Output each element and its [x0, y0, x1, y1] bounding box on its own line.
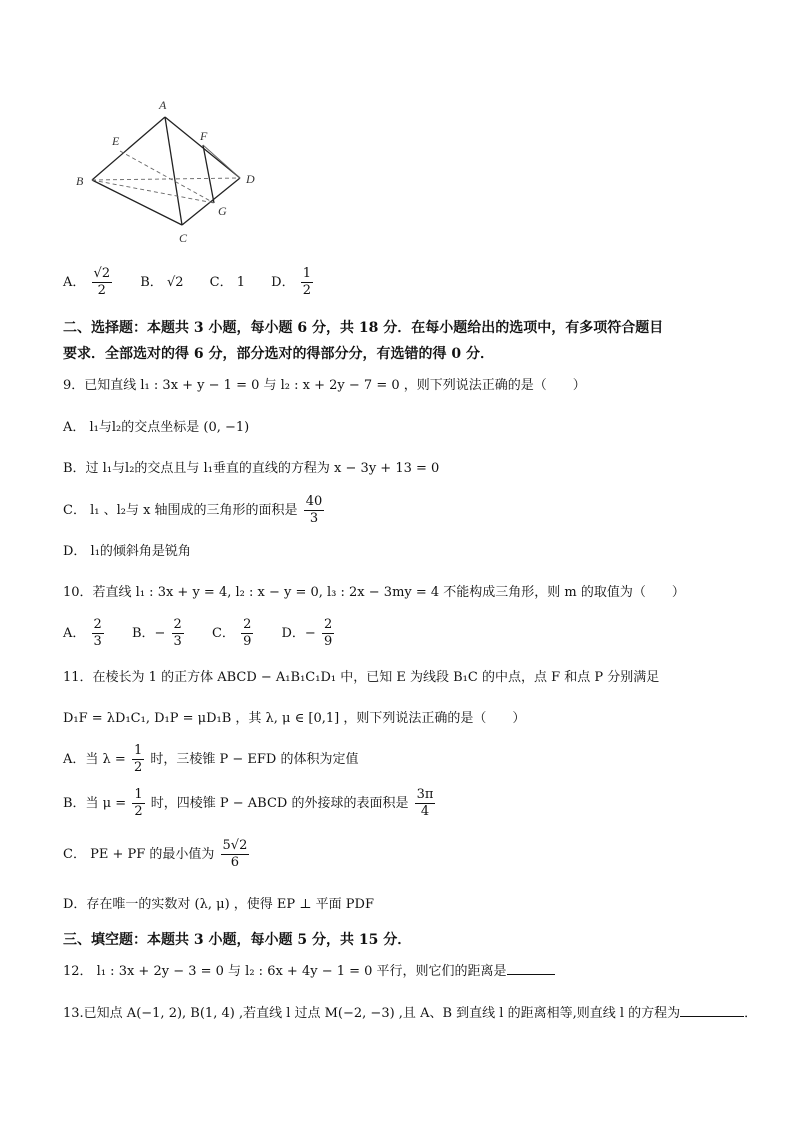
q8-options: [63, 266, 337, 299]
q11-option-c: C． PE + PF 的最小值为 $\frac{5√2}{6}$: [63, 838, 248, 870]
q11-option-a: A．当 λ = $\frac{1}{2}$ 时，三棱锥 P − EFD 的体积为定值: [63, 743, 359, 775]
q12-answer-blank[interactable]: [507, 962, 555, 975]
q10-stem: 10．若直线 l₁ : 3x + y = 4, l₂ : x − y = 0, l₃ : 2x − 3my = 4 不能构成三角形，则 m 的取值为（ ）: [63, 585, 685, 600]
q8-option-c-value: 1: [236, 275, 246, 290]
q9-option-b: B．过 l₁与l₂的交点且与 l₁垂直的直线的方程为 x − 3y + 13 = 0: [63, 461, 440, 476]
q9-stem: 9．已知直线 l₁ : 3x + y − 1 = 0 与 l₂ : x + 2y − 7 = 0 ，则下列说法正确的是（ ）: [63, 378, 586, 393]
q9-option-d: D． l₁的倾斜角是锐角: [63, 544, 191, 559]
q13-answer-blank[interactable]: [680, 1004, 744, 1017]
q9-option-a: A． l₁与l₂的交点坐标是 (0, −1): [63, 420, 250, 435]
q10-option-a-fraction: $\frac{2}{3}$: [93, 617, 102, 649]
q13-stem: 13.已知点 A(−1, 2), B(1, 4) ,若直线 l 过点 M(−2, −3) ,且 A、B 到直线 l 的距离相等,则直线 l 的方程为 ．: [63, 1006, 758, 1021]
q11-option-c-fraction: $\frac{5√2}{6}$: [222, 838, 248, 870]
section2-header-line1: 二、选择题：本题共 3 小题，每小题 6 分，共 18 分．在每小题给出的选项中，有多项符合题目: [63, 320, 664, 336]
q10-option-b-fraction: $\frac{2}{3}$: [173, 617, 182, 649]
label-a: A: [159, 98, 167, 112]
q8-option-c-label: C．: [209, 275, 233, 290]
q8-option-a-fraction: $\frac{√2}{2}$: [93, 266, 111, 298]
label-e: E: [112, 134, 120, 148]
q10-option-d-fraction: $\frac{2}{9}$: [323, 617, 333, 649]
q9-option-c-fraction: $\frac{40}{3}$: [305, 494, 323, 526]
q11-option-b-fraction: $\frac{1}{2}$: [134, 787, 143, 819]
q11-stem-line1: 11．在棱长为 1 的正方体 ABCD − A₁B₁C₁D₁ 中，已知 E 为线段 B₁C 的中点，点 F 和点 P 分别满足: [63, 670, 660, 685]
label-f: F: [200, 129, 208, 143]
label-c: C: [179, 231, 188, 245]
label-g: G: [218, 204, 227, 218]
q12-stem: 12． l₁ : 3x + 2y − 3 = 0 与 l₂ : 6x + 4y − 1 = 0 平行，则它们的距离是: [63, 962, 555, 982]
q11-option-b-fraction2: $\frac{3\pi}{4}$: [416, 787, 434, 819]
q11-option-a-fraction: $\frac{1}{2}$: [133, 743, 143, 775]
q11-stem-line2: D₁F = λD₁C₁, D₁P = μD₁B ，其 λ, μ ∈ [0,1] ，则下列说法正确的是（ ）: [63, 711, 526, 726]
label-d: D: [246, 172, 255, 186]
q8-option-a-label: A．: [63, 275, 86, 290]
section3-header: 三、填空题：本题共 3 小题，每小题 5 分，共 15 分．: [63, 932, 412, 948]
q8-option-d-fraction: $\frac{1}{2}$: [302, 266, 312, 298]
q10-options: A． $\frac{2}{3}$ B．− $\frac{2}{3}$ C． $\frac{2}{9}$ D．− $\frac{2}{9}$: [63, 617, 333, 649]
q8-option-d-label: D．: [271, 275, 295, 290]
q8-option-b-label: B．: [140, 275, 163, 290]
label-b: B: [76, 174, 84, 188]
geometry-figure: [70, 95, 270, 250]
q10-option-c-fraction: $\frac{2}{9}$: [243, 617, 252, 649]
q11-option-b: B．当 μ = $\frac{1}{2}$ 时，四棱锥 P − ABCD 的外接球的表面积是 $\frac{3\pi}{4}$: [63, 787, 434, 819]
q8-option-b-value: √2: [166, 275, 184, 290]
q9-option-c: C． l₁ 、l₂与 x 轴围成的三角形的面积是 $\frac{40}{3}$: [63, 494, 323, 526]
section2-header-line2: 要求．全部选对的得 6 分，部分选对的得部分分，有选错的得 0 分．: [63, 346, 494, 362]
q11-option-d: D．存在唯一的实数对 (λ, μ) ，使得 EP ⊥ 平面 PDF: [63, 897, 374, 912]
